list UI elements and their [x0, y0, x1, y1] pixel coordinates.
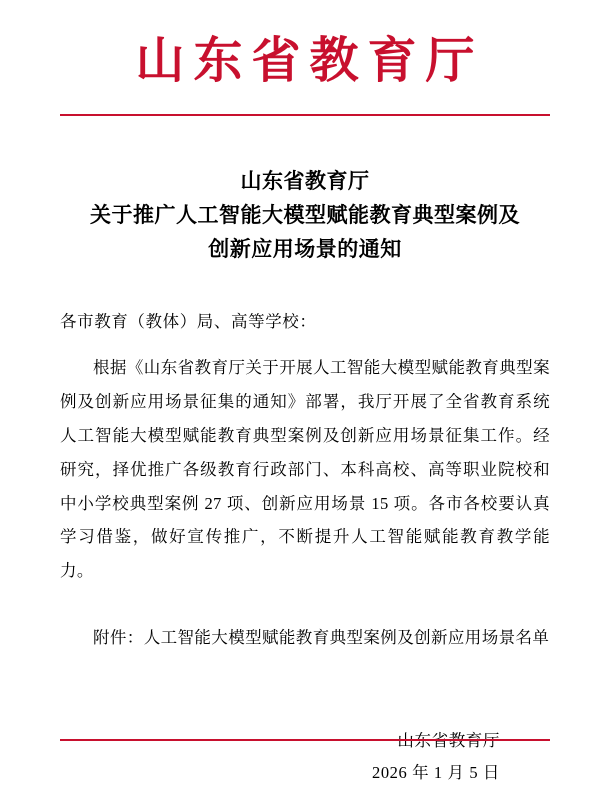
attachment-line: 附件：人工智能大模型赋能教育典型案例及创新应用场景名单 [93, 627, 550, 647]
body-paragraph: 根据《山东省教育厅关于开展人工智能大模型赋能教育典型案例及创新应用场景征集的通知》部署，我厅开展了全省教育系统人工智能大模型赋能教育典型案例及创新应用场景征集工作。经研究，择优推广各级教育行政部门、本科高校、高等职业院校和中小学校典型案例 27 项、创新应用场景 15 项。各市各校要认真学习借鉴，做好宣传推广，不断提升人工智能赋能教育教学能力。 [60, 358, 550, 581]
signature-block [60, 725, 550, 789]
recipient-line: 各市教育（教体）局、高等学校： [60, 311, 317, 331]
header-red-rule [60, 114, 550, 116]
signature-date: 2026 年 1 月 5 日 [371, 763, 500, 783]
signer-name [60, 725, 500, 757]
body-text [60, 351, 550, 588]
letterhead [60, 0, 550, 88]
letterhead-title: 山东省教育厅 [135, 33, 484, 88]
footer-red-rule [60, 739, 550, 741]
page-title-line-1: 山东省教育厅 [240, 168, 370, 193]
page-title [60, 164, 550, 266]
page-title-line-2: 关于推广人工智能大模型赋能教育典型案例及 [90, 202, 520, 227]
page-title-line-3: 创新应用场景的通知 [208, 236, 402, 261]
